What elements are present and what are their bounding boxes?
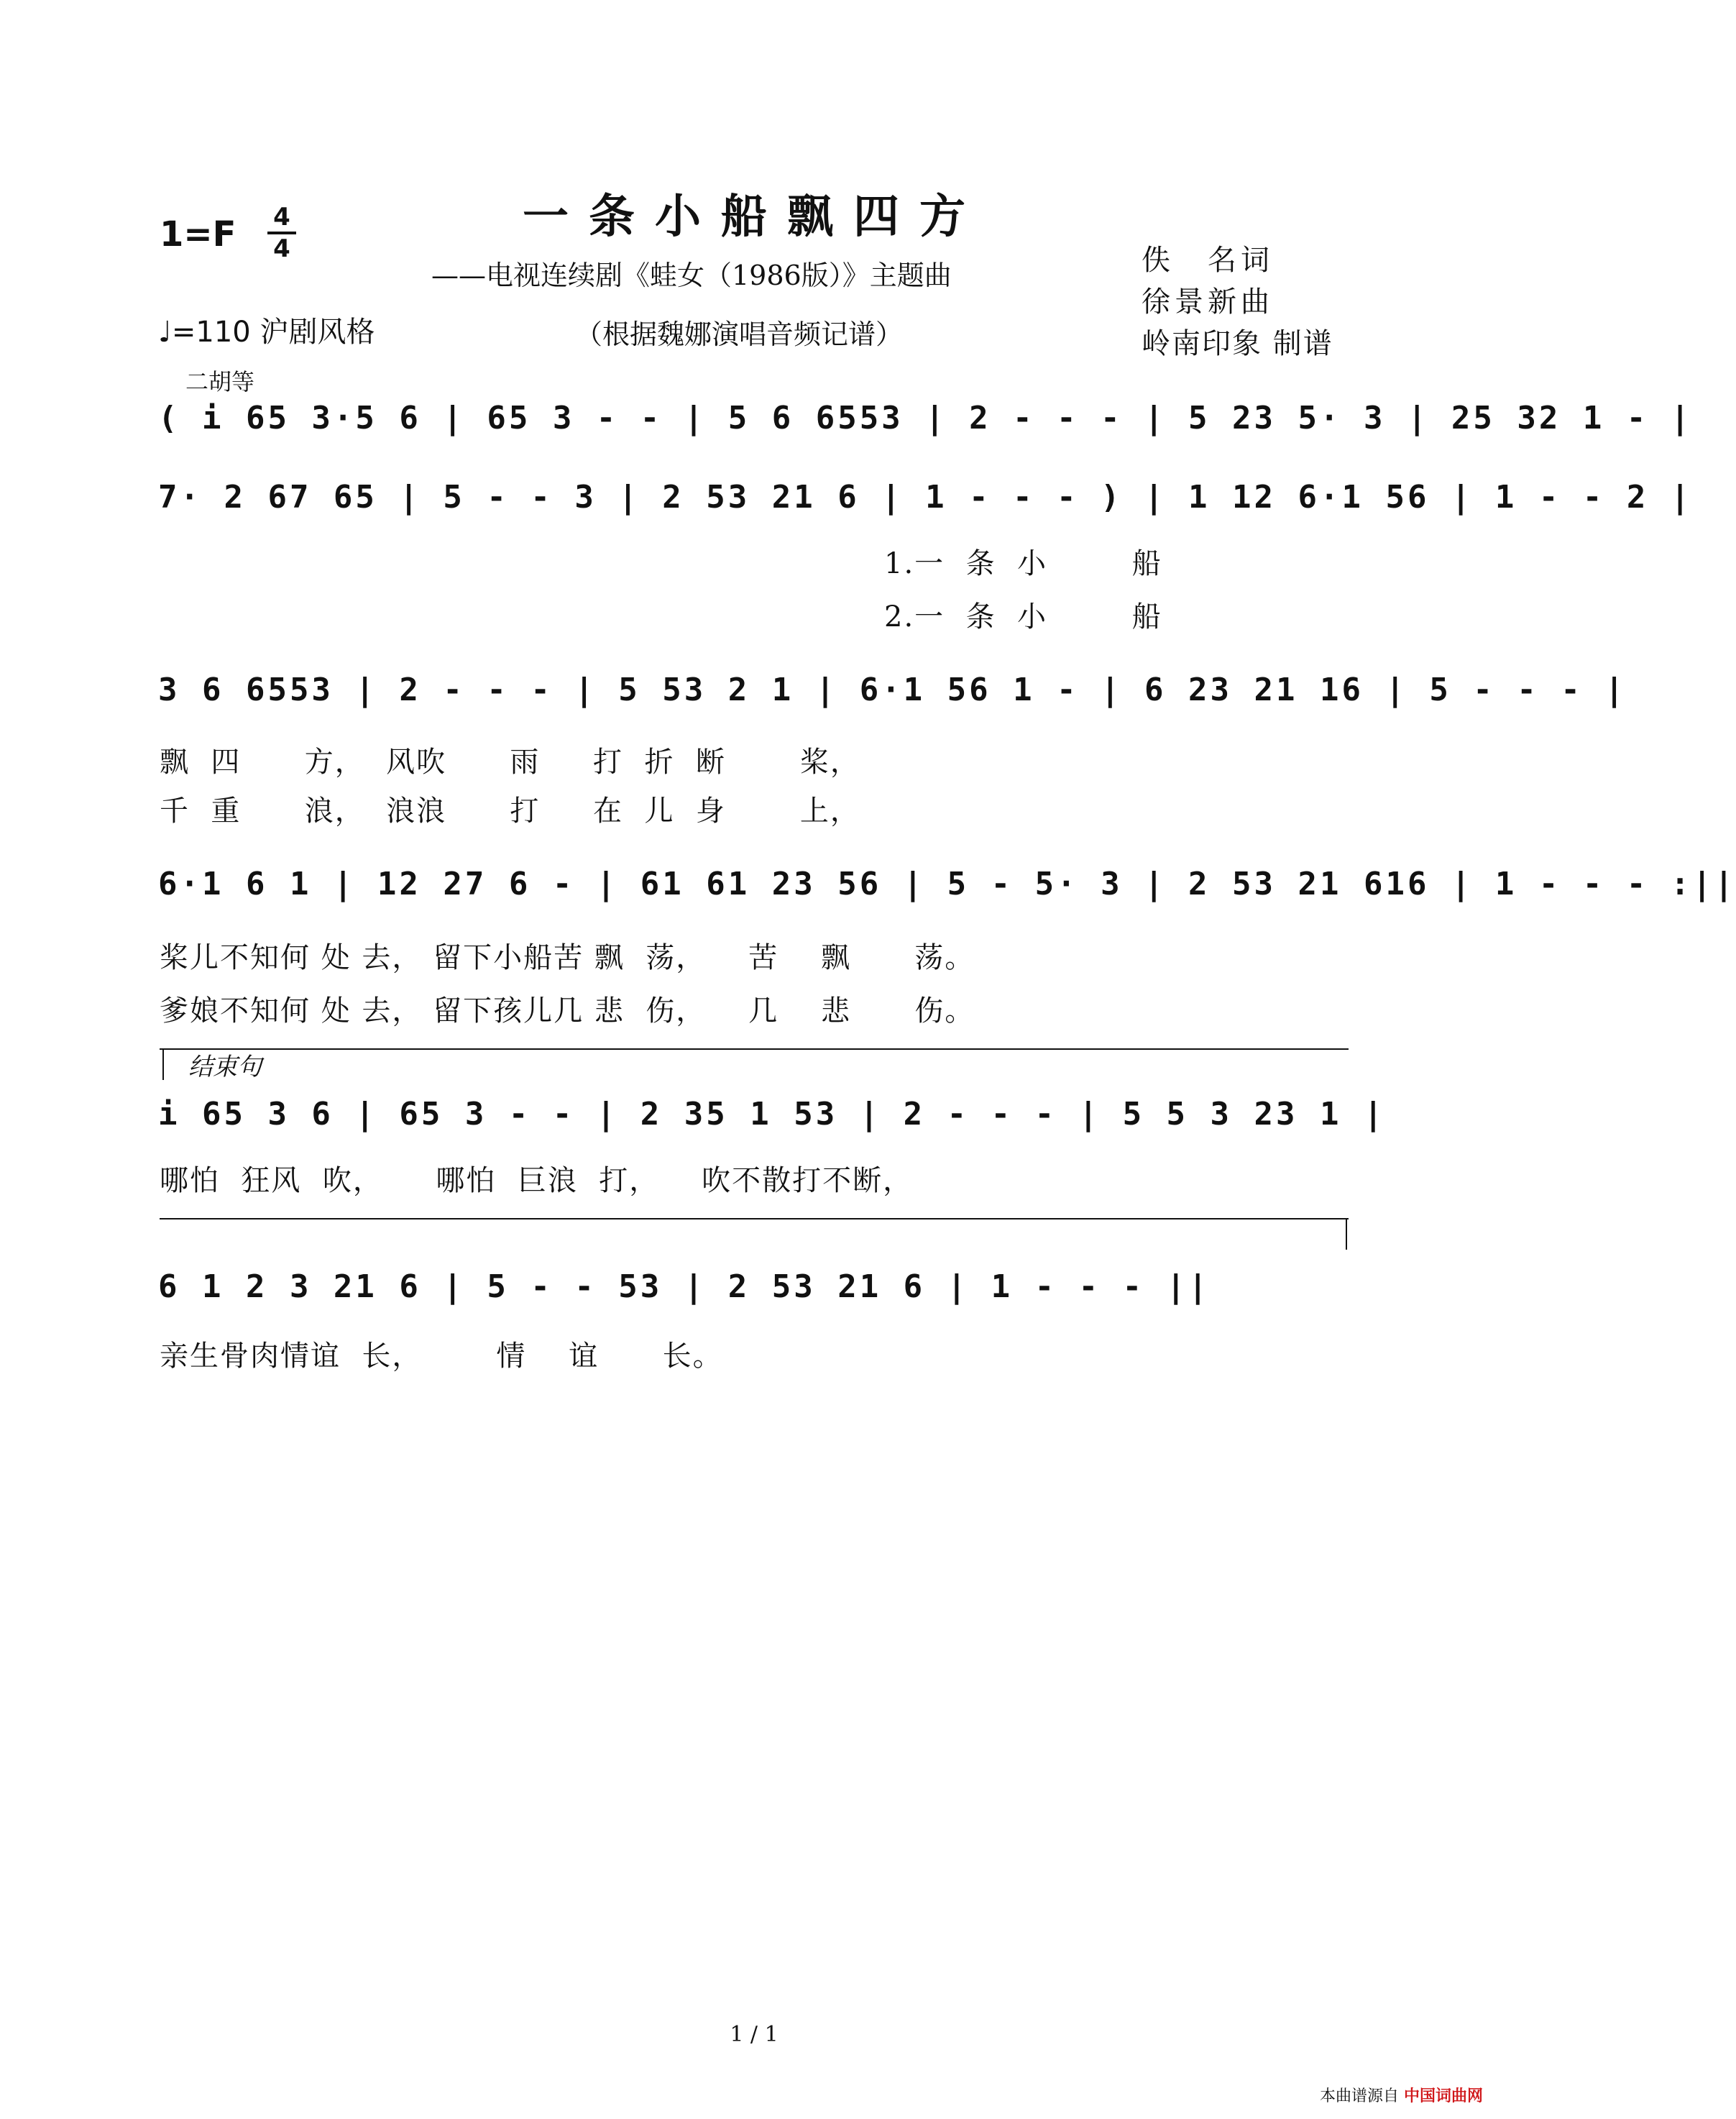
lyric-row-4-verse-2: 爹娘不知何 处 去， 留下孩儿几 悲 伤， 几 悲 伤。 [160,994,975,1028]
lyricist-credit: 佚 名词 [1142,244,1274,277]
score-row-3: 3 6 6553 | 2 - - - | 5 53 2 1 | 6·1 56 1 - | 6 23 21 16 | 5 - - - | [158,672,1627,708]
lyric-row-3-verse-1: 飘 四 方， 风吹 雨 打 折 断 桨， [160,746,860,779]
time-signature-bottom: 4 [273,234,290,263]
instrument-label: 二胡等 [185,368,255,395]
ending-bracket-line [160,1048,1349,1050]
time-signature-top: 4 [273,203,290,232]
footer-prefix: 本曲谱源自 [1320,2087,1400,2105]
transcriber-credit: 岭南印象 制谱 [1142,327,1333,360]
score-row-5: i 65 3 6 | 65 3 - - | 2 35 1 53 | 2 - - - | 5 5 3 23 1 | [158,1096,1386,1132]
key-signature: 1=F [160,214,236,255]
ending-bracket-line-2 [160,1218,1349,1219]
score-row-2: 7· 2 67 65 | 5 - - 3 | 2 53 21 6 | 1 - - - ) | 1 12 6·1 56 | 1 - - 2 | [158,479,1693,516]
transcription-note: （根据魏娜演唱音频记谱） [575,319,904,350]
ending-label: 结束句 [188,1053,262,1081]
song-subtitle: ——电视连续剧《蛙女（1986版）》主题曲 [431,260,952,291]
composer-credit: 徐景新曲 [1142,285,1274,319]
score-row-4: 6·1 6 1 | 12 27 6 - | 61 61 23 56 | 5 - 5· 3 | 2 53 21 616 | 1 - - - :|| [158,866,1736,902]
page-number: 1 / 1 [730,2022,779,2047]
time-signature [267,204,296,262]
source-footer [1320,2084,1483,2106]
lyric-row-4-verse-1: 桨儿不知何 处 去， 留下小船苦 飘 荡， 苦 飘 荡。 [160,941,975,974]
song-title: 一条小船飘四方 [523,190,986,244]
footer-brand[interactable]: 中国词曲网 [1404,2087,1484,2105]
score-row-1: ( i 65 3·5 6 | 65 3 - - | 5 6 6553 | 2 - - - | 5 23 5· 3 | 25 32 1 - | [158,400,1693,436]
ending-bracket-right [1346,1218,1347,1250]
lyric-row-6: 亲生骨肉情谊 长， 情 谊 长。 [160,1340,723,1373]
lyric-row-5: 哪怕 狂风 吹， 哪怕 巨浪 打， 吹不散打不断， [160,1164,914,1197]
lyric-row-2-verse-2: 2.一 条 小 船 [884,600,1162,633]
tempo-marking: ♩=110 沪剧风格 [158,316,375,349]
lyric-row-2-verse-1: 1.一 条 小 船 [884,547,1162,580]
ending-bracket-left [162,1048,164,1080]
score-row-6: 6 1 2 3 21 6 | 5 - - 53 | 2 53 21 6 | 1 - - - || [158,1268,1211,1305]
lyric-row-3-verse-2: 千 重 浪， 浪浪 打 在 儿 身 上， [160,795,860,828]
